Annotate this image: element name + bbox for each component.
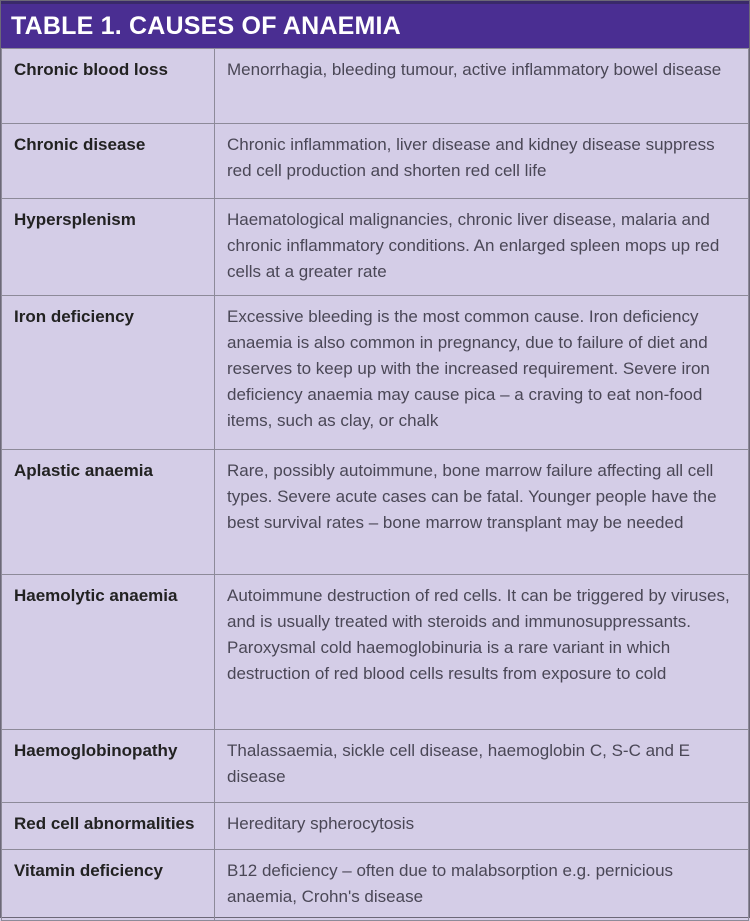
table-row [2, 450, 749, 575]
cause-cell: Vitamin deficiency [2, 850, 215, 921]
cause-cell: Aplastic anaemia [2, 450, 215, 575]
cause-cell: Hypersplenism [2, 199, 215, 296]
table-title: TABLE 1. CAUSES OF ANAEMIA [11, 11, 401, 40]
cause-cell: Red cell abnormalities [2, 803, 215, 850]
table-row [2, 199, 749, 296]
description-cell: Menorrhagia, bleeding tumour, active inflammatory bowel disease [215, 49, 749, 124]
table-row [2, 730, 749, 803]
description-cell: Chronic inflammation, liver disease and kidney disease suppress red cell production and shorten red cell life [215, 124, 749, 199]
description-cell: Rare, possibly autoimmune, bone marrow failure affecting all cell types. Severe acute cases can be fatal. Younger people have the best survival rates – bone marrow transplant may be needed [215, 450, 749, 575]
table-row [2, 296, 749, 450]
causes-table [1, 48, 749, 921]
cause-cell: Haemolytic anaemia [2, 575, 215, 730]
description-cell: Excessive bleeding is the most common cause. Iron deficiency anaemia is also common in pregnancy, due to failure of diet and reserves to keep up with the increased requirement. Severe iron deficiency anaemia may cause pica – a craving to eat non-food items, such as clay, or chalk [215, 296, 749, 450]
table-header-bar [1, 1, 749, 48]
description-cell: Thalassaemia, sickle cell disease, haemoglobin C, S-C and E disease [215, 730, 749, 803]
description-cell: Autoimmune destruction of red cells. It can be triggered by viruses, and is usually treated with steroids and immunosuppressants. Paroxysmal cold haemoglobinuria is a rare variant in which destruction of red blood cells results from exposure to cold [215, 575, 749, 730]
cause-cell: Chronic disease [2, 124, 215, 199]
description-cell: Haematological malignancies, chronic liver disease, malaria and chronic inflammatory conditions. An enlarged spleen mops up red cells at a greater rate [215, 199, 749, 296]
table-row [2, 803, 749, 850]
table-row [2, 124, 749, 199]
cause-cell: Haemoglobinopathy [2, 730, 215, 803]
table-row [2, 850, 749, 921]
table-row [2, 49, 749, 124]
description-cell: B12 deficiency – often due to malabsorption e.g. pernicious anaemia, Crohn's disease [215, 850, 749, 921]
description-cell: Hereditary spherocytosis [215, 803, 749, 850]
cause-cell: Iron deficiency [2, 296, 215, 450]
table-row [2, 575, 749, 730]
cause-cell: Chronic blood loss [2, 49, 215, 124]
